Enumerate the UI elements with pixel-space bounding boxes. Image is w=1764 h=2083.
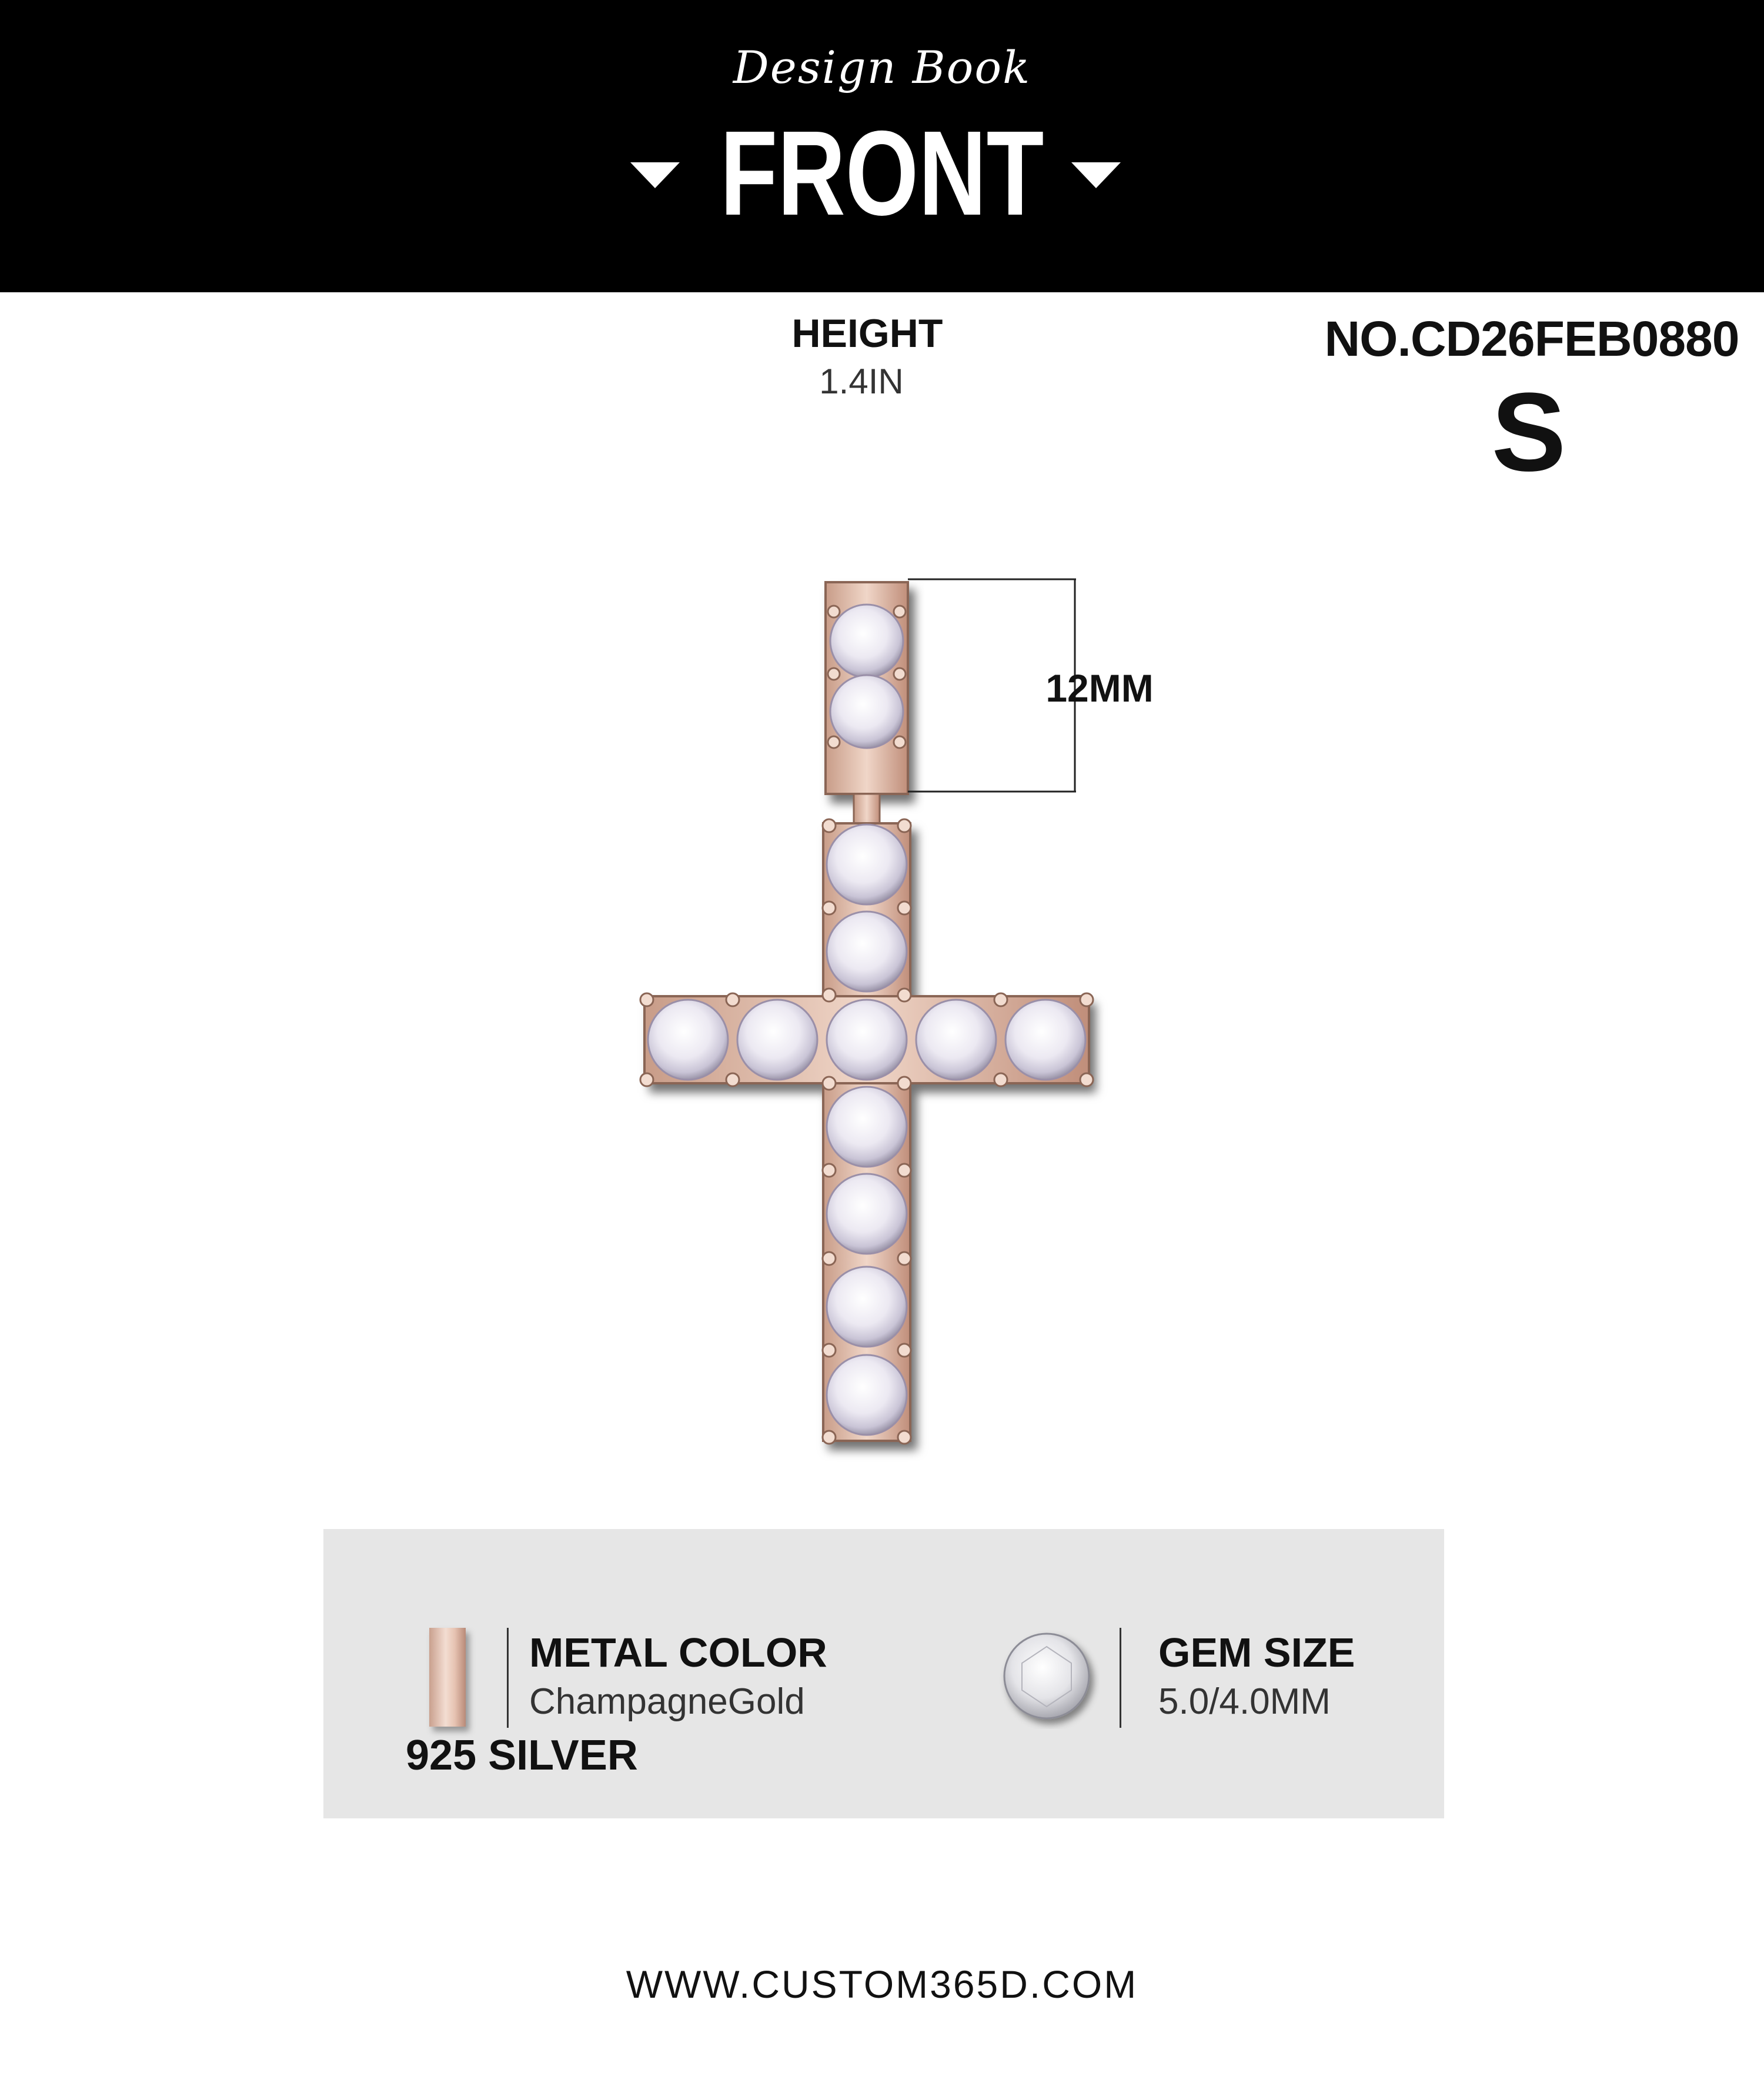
gem-icon — [1000, 1629, 1100, 1729]
gem-size-label: GEM SIZE — [1158, 1630, 1355, 1675]
bail-gem — [830, 675, 903, 748]
divider — [1120, 1628, 1121, 1728]
metal-color-swatch — [429, 1628, 466, 1727]
dimension-label: 12MM — [1045, 666, 1154, 710]
website-url: WWW.CUSTOM365D.COM — [626, 1962, 1138, 2006]
material-label: 925 SILVER — [406, 1732, 638, 1779]
view-title: FRONT — [720, 106, 1044, 241]
metal-color-value: ChampagneGold — [529, 1681, 805, 1722]
cross-gems — [648, 824, 1085, 1435]
height-label: HEIGHT — [791, 311, 943, 356]
bail-connector — [854, 794, 880, 827]
metal-color-label: METAL COLOR — [529, 1630, 827, 1675]
gem-size-value: 5.0/4.0MM — [1158, 1681, 1331, 1722]
divider — [507, 1628, 509, 1728]
size-indicator: S — [1491, 370, 1566, 495]
bail-gem — [830, 605, 903, 677]
design-book-subtitle: Design Book — [733, 41, 1031, 94]
height-value: 1.4IN — [819, 362, 904, 401]
product-number: NO.CD26FEB0880 — [1324, 311, 1739, 366]
spec-panel — [323, 1529, 1444, 1818]
